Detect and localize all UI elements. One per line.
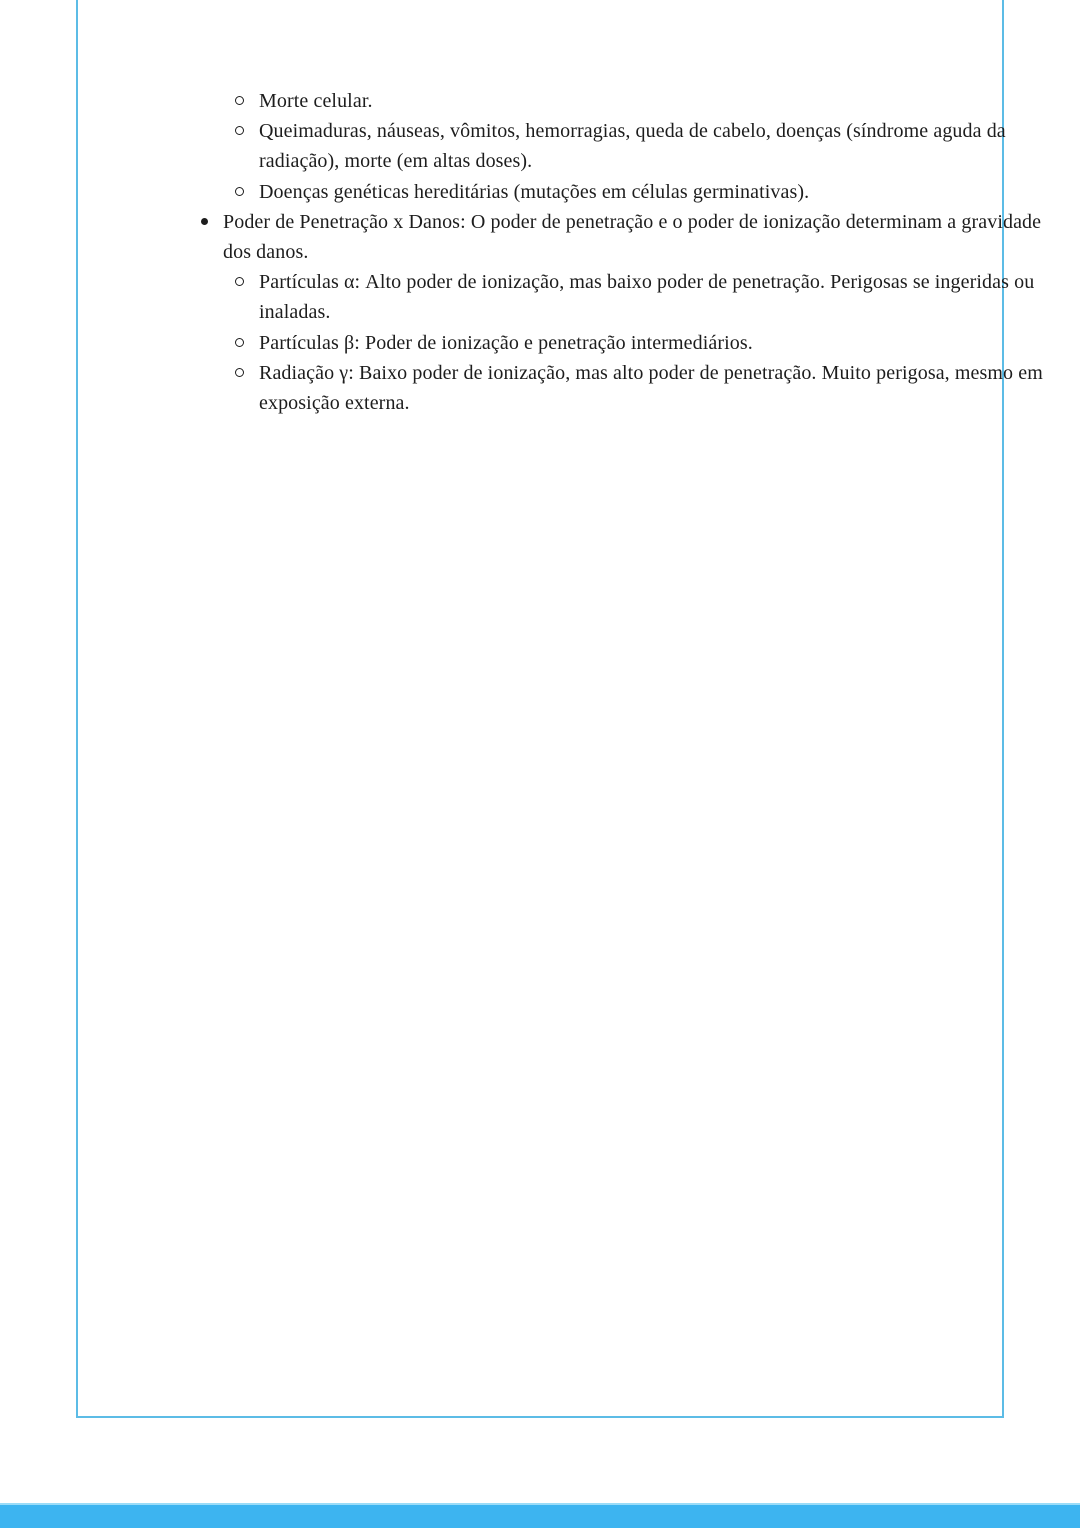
bottom-accent-bar <box>0 1503 1080 1528</box>
circle-bullet-icon <box>235 96 244 105</box>
list-item-text: Queimaduras, náuseas, vômitos, hemorragias, queda de cabelo, doenças (síndrome aguda da radiação), morte (em altas doses). <box>259 120 1006 173</box>
list-item-text: Poder de Penetração x Danos: O poder de penetração e o poder de ionização determinam a gravidade dos danos. <box>223 210 1042 264</box>
list-item-text: Partículas α: Alto poder de ionização, mas baixo poder de penetração. Perigosas se ingeridas ou inaladas. <box>259 271 1035 324</box>
list-item <box>223 207 1053 267</box>
list-item <box>259 86 1047 116</box>
list-item-text: Radiação γ: Baixo poder de ionização, mas alto poder de penetração. Muito perigosa, mesmo em exposição externa. <box>259 361 1043 415</box>
list-item-text: Doenças genéticas hereditárias (mutações em células germinativas). <box>259 180 810 203</box>
circle-bullet-icon <box>235 277 244 286</box>
list-item-text: Morte celular. <box>259 90 373 112</box>
circle-bullet-icon <box>235 126 244 135</box>
circle-bullet-icon <box>235 338 244 347</box>
list-item-text: Partículas β: Poder de ionização e penetração intermediários. <box>259 331 753 354</box>
disc-bullet-icon <box>201 218 208 225</box>
circle-bullet-icon <box>235 187 244 196</box>
list-item <box>259 116 1047 176</box>
list-item <box>259 358 1047 418</box>
list-item <box>259 267 1047 327</box>
page-border-frame <box>76 0 1043 1418</box>
circle-bullet-icon <box>235 368 244 377</box>
list-item <box>259 177 1047 207</box>
list-item <box>259 328 1047 358</box>
content-list <box>223 86 1055 418</box>
